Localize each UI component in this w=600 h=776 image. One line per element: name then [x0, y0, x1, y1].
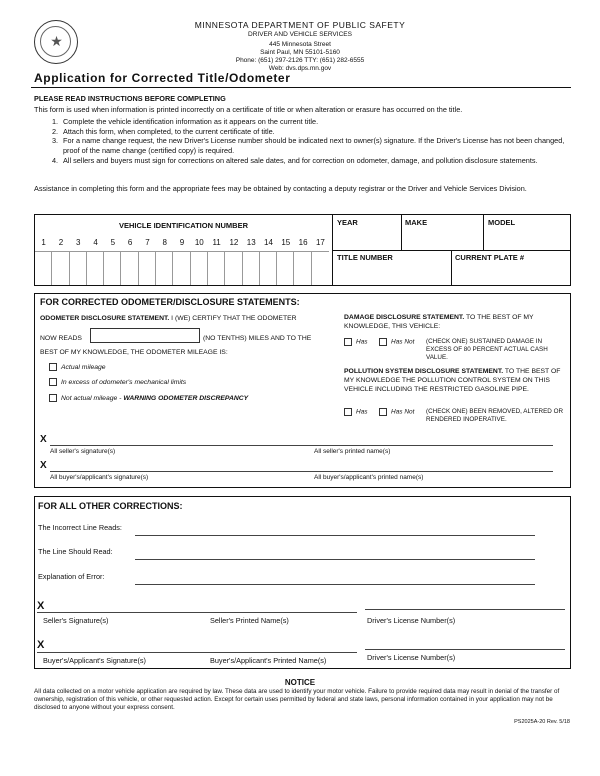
year-label[interactable]: YEAR: [337, 218, 358, 227]
vin-digit: 17: [315, 238, 325, 247]
seller-signature-label: All seller's signature(s): [50, 448, 116, 455]
model-label[interactable]: MODEL: [488, 218, 516, 227]
assistance-text: Assistance in completing this form and the appropriate fees may be obtained by contacting a deputy registrar or the Driver and Vehicle Services Division.: [34, 184, 527, 193]
not-actual-checkbox[interactable]: [49, 394, 57, 402]
damage-has-checkbox[interactable]: [344, 338, 352, 346]
instructions-intro: This form is used when information is printed incorrectly on a certificate of title or when alteration or erasure has occurred on the title.: [34, 105, 463, 114]
instructions-heading: PLEASE READ INSTRUCTIONS BEFORE COMPLETING: [34, 94, 226, 103]
seller-dl-label: Driver's License Number(s): [367, 616, 456, 625]
odometer-section: [34, 293, 571, 488]
vin-cell[interactable]: [70, 252, 87, 285]
state-seal-icon: ★: [34, 20, 78, 64]
notice-text: All data collected on a motor vehicle application are required by law. These data are used to identify your motor vehicle. Failure to provide required data may result in denial of the transfer of ownership, registration of this vehicle, or other requested action. Except for certain uses permitted by federal and state laws, personal information contained in your application may not be disclosed to anyone without your express consent.: [34, 688, 560, 712]
vin-digit: 13: [246, 238, 256, 247]
seller-signature-line[interactable]: [50, 445, 553, 446]
explanation-label: Explanation of Error:: [38, 572, 105, 581]
title-rule: [31, 87, 571, 88]
vin-digit-labels: [35, 238, 329, 247]
vin-digit: 10: [194, 238, 204, 247]
vin-digit: 11: [212, 238, 221, 247]
buyer-name-label: All buyer's/applicant's printed name(s): [314, 474, 424, 481]
seller-x-mark-2: X: [37, 600, 45, 612]
vin-digit: 2: [58, 238, 64, 247]
buyer-signature-line[interactable]: [50, 471, 553, 472]
buyer-signature-line-2[interactable]: [37, 652, 357, 653]
no-tenths-label: (NO TENTHS) MILES AND TO THE: [203, 335, 312, 342]
vin-cell[interactable]: [52, 252, 69, 285]
make-label[interactable]: MAKE: [405, 218, 428, 227]
vin-cell[interactable]: [260, 252, 277, 285]
vin-digit: 6: [127, 238, 133, 247]
buyer-name-label-2: Buyer's/Applicant's Printed Name(s): [210, 656, 327, 665]
phone-numbers: Phone: (651) 297-2126 TTY: (651) 282-6555: [235, 57, 365, 64]
pollution-has-not-checkbox[interactable]: [379, 408, 387, 416]
not-actual-option[interactable]: Not actual mileage - WARNING ODOMETER DISCREPANCY: [49, 394, 248, 402]
division-name: DRIVER AND VEHICLE SERVICES: [248, 31, 352, 38]
vin-cell[interactable]: [87, 252, 104, 285]
pollution-note: (CHECK ONE) BEEN REMOVED, ALTERED OR RENDERED INOPERATIVE.: [426, 408, 564, 423]
vin-cell[interactable]: [173, 252, 190, 285]
buyer-dl-label: Driver's License Number(s): [367, 653, 456, 662]
buyer-x-mark-2: X: [37, 639, 45, 651]
incorrect-line-input[interactable]: [135, 535, 535, 536]
vin-cell[interactable]: [35, 252, 52, 285]
pollution-has-checkbox[interactable]: [344, 408, 352, 416]
damage-has-option[interactable]: Has: [344, 338, 368, 346]
pollution-statement: POLLUTION SYSTEM DISCLOSURE STATEMENT. TO THE BEST OF MY KNOWLEDGE THE POLLUTION CONTROL SYSTEM ON THIS VEHICLE INCLUDING THE RESTRICTED GASOLINE PIPE.: [344, 368, 561, 393]
buyer-dl-line[interactable]: [365, 649, 565, 650]
vin-digit: 1: [41, 238, 46, 247]
vin-cell[interactable]: [191, 252, 208, 285]
vin-cell[interactable]: [225, 252, 242, 285]
title-number-label[interactable]: TITLE NUMBER: [337, 253, 393, 262]
list-item: 4. All sellers and buyers must sign for corrections on altered sale dates, and for correction on odometer, damage, and pollution disclosure statements.: [52, 155, 538, 165]
vin-digit: 12: [229, 238, 239, 247]
vin-cell[interactable]: [277, 252, 294, 285]
seller-signature-label-2: Seller's Signature(s): [43, 616, 109, 625]
vin-digit: 14: [264, 238, 273, 247]
odometer-statement: ODOMETER DISCLOSURE STATEMENT. I (WE) CERTIFY THAT THE ODOMETER: [40, 315, 297, 322]
best-knowledge-label: BEST OF MY KNOWLEDGE, THE ODOMETER MILEAGE IS:: [40, 349, 228, 356]
now-reads-label: NOW READS: [40, 335, 82, 342]
explanation-input[interactable]: [135, 584, 535, 585]
other-section-title: FOR ALL OTHER CORRECTIONS:: [38, 501, 183, 511]
vin-cell[interactable]: [294, 252, 311, 285]
seller-x-mark: X: [40, 434, 47, 445]
vin-cell[interactable]: [121, 252, 138, 285]
vin-digit: 15: [281, 238, 291, 247]
notice-heading: NOTICE: [284, 678, 316, 687]
should-read-input[interactable]: [135, 559, 535, 560]
list-item: 3. For a name change request, the new Driver's License number should be indicated next to owner(s) signature. If the Driver's License has not been changed, proof of the name change (certified copy) is required.: [52, 136, 565, 156]
vin-label: VEHICLE IDENTIFICATION NUMBER: [118, 221, 249, 230]
damage-has-not-checkbox[interactable]: [379, 338, 387, 346]
actual-mileage-checkbox[interactable]: [49, 363, 57, 371]
vin-cell[interactable]: [312, 252, 329, 285]
buyer-x-mark: X: [40, 460, 47, 471]
city-address: Saint Paul, MN 55101-5160: [260, 49, 340, 56]
vin-digit: 3: [76, 238, 81, 247]
vin-cell[interactable]: [208, 252, 225, 285]
form-number: PS2025A-20 Rev. 5/18: [514, 719, 570, 725]
vin-digit: 8: [162, 238, 167, 247]
buyer-signature-label: All buyer's/applicant's signature(s): [50, 474, 149, 481]
damage-statement: DAMAGE DISCLOSURE STATEMENT. TO THE BEST OF MY KNOWLEDGE, THIS VEHICLE:: [344, 314, 534, 330]
vin-digit: 4: [93, 238, 98, 247]
seller-name-label: All seller's printed name(s): [314, 448, 391, 455]
vehicle-info-box: [34, 214, 571, 286]
actual-mileage-option[interactable]: Actual mileage: [49, 363, 106, 371]
instructions-list: [52, 117, 572, 166]
odometer-reading-input[interactable]: [90, 328, 200, 343]
current-plate-label[interactable]: CURRENT PLATE #: [455, 253, 525, 262]
vin-digit: 9: [179, 238, 185, 247]
seller-dl-line[interactable]: [365, 609, 565, 610]
other-corrections-section: [34, 496, 571, 669]
odometer-section-title: FOR CORRECTED ODOMETER/DISCLOSURE STATEMENTS:: [40, 297, 300, 307]
excess-mechanical-option[interactable]: In excess of odometer's mechanical limits: [49, 378, 186, 386]
pollution-has-option[interactable]: Has: [344, 408, 368, 416]
vin-cell[interactable]: [104, 252, 121, 285]
vin-cell[interactable]: [156, 252, 173, 285]
vin-input-cells[interactable]: [35, 251, 329, 285]
vin-digit: 5: [110, 238, 116, 247]
agency-name: MINNESOTA DEPARTMENT OF PUBLIC SAFETY: [194, 20, 406, 30]
damage-has-not-option[interactable]: Has Not: [379, 338, 414, 346]
website: Web: dvs.dps.mn.gov: [268, 65, 332, 72]
list-item: 2. Attach this form, when completed, to the current certificate of title.: [52, 126, 275, 136]
seller-name-label-2: Seller's Printed Name(s): [210, 616, 289, 625]
street-address: 445 Minnesota Street: [269, 41, 331, 48]
vin-digit: 16: [298, 238, 308, 247]
form-title: Application for Corrected Title/Odometer: [34, 71, 291, 85]
incorrect-line-label: The Incorrect Line Reads:: [38, 523, 122, 532]
list-item: 1. Complete the vehicle identification information as it appears on the current title.: [52, 117, 319, 126]
damage-note: (CHECK ONE) SUSTAINED DAMAGE IN EXCESS OF 80 PERCENT ACTUAL CASH VALUE.: [426, 338, 548, 361]
vin-cell[interactable]: [243, 252, 260, 285]
seller-signature-line-2[interactable]: [37, 612, 357, 613]
excess-mechanical-checkbox[interactable]: [49, 378, 57, 386]
vin-digit: 7: [145, 238, 150, 247]
should-read-label: The Line Should Read:: [38, 547, 113, 556]
pollution-has-not-option[interactable]: Has Not: [379, 408, 414, 416]
buyer-signature-label-2: Buyer's/Applicant's Signature(s): [43, 656, 146, 665]
vin-cell[interactable]: [139, 252, 156, 285]
